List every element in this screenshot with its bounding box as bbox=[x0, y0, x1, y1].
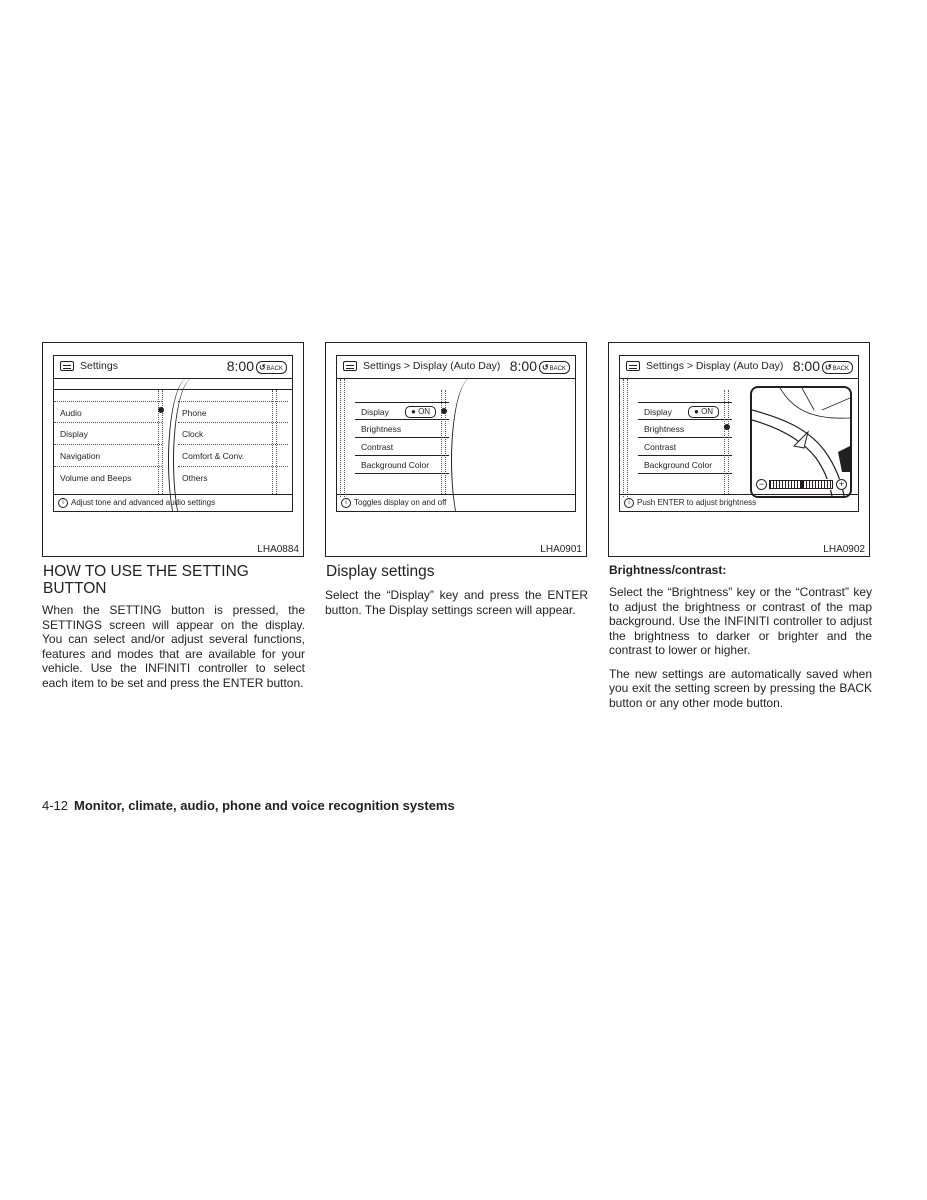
map-preview bbox=[750, 386, 852, 498]
minus-icon[interactable]: − bbox=[756, 479, 767, 490]
list-scrollbar[interactable] bbox=[441, 390, 446, 494]
menu-item-navigation[interactable]: Navigation bbox=[54, 445, 162, 467]
display-on-toggle[interactable]: ● ON bbox=[688, 406, 719, 418]
figure-panel-display-settings bbox=[325, 342, 587, 557]
scroll-indicator-dot bbox=[158, 407, 164, 413]
list-scrollbar[interactable] bbox=[724, 390, 729, 494]
settings-menu-icon bbox=[343, 361, 357, 371]
back-button[interactable]: ↺BACK bbox=[256, 361, 287, 374]
menu-item-phone[interactable]: Phone bbox=[178, 401, 288, 423]
menu-item-display[interactable]: Display bbox=[54, 423, 162, 445]
chapter-title: Monitor, climate, audio, phone and voice recognition systems bbox=[74, 798, 455, 813]
left-scrollbar[interactable] bbox=[158, 390, 163, 494]
display-on-toggle[interactable]: ● ON bbox=[405, 406, 436, 418]
back-arrow-icon: ↺ bbox=[258, 363, 266, 372]
back-button[interactable]: ↺BACK bbox=[822, 361, 853, 374]
screen-header bbox=[54, 356, 292, 379]
clock-time: 8:00 bbox=[792, 358, 820, 374]
left-scrollbar[interactable] bbox=[340, 379, 345, 497]
left-scrollbar[interactable] bbox=[623, 379, 628, 497]
back-arrow-icon: ↺ bbox=[824, 363, 832, 372]
header-spacer bbox=[54, 379, 292, 390]
section-heading-display-settings: Display settings bbox=[326, 563, 435, 580]
menu-item-background-color[interactable]: Background Color bbox=[355, 456, 449, 474]
scroll-indicator-dot bbox=[724, 424, 730, 430]
screen-title: Settings > Display (Auto Day) bbox=[363, 360, 501, 372]
figure-code: LHA0901 bbox=[540, 544, 582, 555]
menu-item-background-color[interactable]: Background Color bbox=[638, 456, 732, 474]
display-settings-screen bbox=[336, 355, 576, 512]
clock-time: 8:00 bbox=[509, 358, 537, 374]
section-heading-brightness-contrast: Brightness/contrast: bbox=[609, 563, 727, 577]
screen-header bbox=[620, 356, 858, 379]
brightness-screen bbox=[619, 355, 859, 512]
back-button[interactable]: ↺BACK bbox=[539, 361, 570, 374]
section-body-display-settings: Select the “Display” key and press the ENTER button. The Display settings screen will appear. bbox=[325, 588, 588, 617]
figure-panel-settings bbox=[42, 342, 304, 557]
slider-track[interactable] bbox=[769, 480, 833, 489]
info-icon: i bbox=[58, 498, 68, 508]
figure-code: LHA0884 bbox=[257, 544, 299, 555]
right-scrollbar[interactable] bbox=[272, 390, 277, 494]
settings-menu-icon bbox=[626, 361, 640, 371]
scroll-indicator-dot bbox=[441, 408, 447, 414]
slider-thumb[interactable] bbox=[800, 480, 803, 489]
help-bar: i Adjust tone and advanced audio settings bbox=[54, 494, 292, 511]
screen-header bbox=[337, 356, 575, 379]
screen-title: Settings bbox=[80, 360, 118, 372]
menu-item-clock[interactable]: Clock bbox=[178, 423, 288, 445]
menu-item-contrast[interactable]: Contrast bbox=[638, 438, 732, 456]
menu-item-others[interactable]: Others bbox=[182, 473, 208, 483]
plus-icon[interactable]: + bbox=[836, 479, 847, 490]
menu-item-brightness[interactable]: Brightness bbox=[355, 420, 449, 438]
section-body-setting-button: When the SETTING button is pressed, the SETTINGS screen will appear on the display. You can select and/or adjust several functions, features and modes that are available for your vehicle. Use the INFINITI controller to select each item to be set and press the ENTER button. bbox=[42, 603, 305, 690]
menu-item-volume-and-beeps[interactable]: Volume and Beeps bbox=[60, 473, 132, 483]
figure-panel-brightness bbox=[608, 342, 870, 557]
brightness-slider[interactable] bbox=[756, 479, 846, 490]
page-footer bbox=[42, 798, 455, 813]
figure-code: LHA0902 bbox=[823, 544, 865, 555]
page-number: 4-12 bbox=[42, 798, 69, 813]
section-heading-setting-button: HOW TO USE THE SETTING BUTTON bbox=[43, 563, 249, 597]
menu-item-contrast[interactable]: Contrast bbox=[355, 438, 449, 456]
settings-screen bbox=[53, 355, 293, 512]
menu-item-display[interactable]: Display bbox=[638, 402, 732, 420]
clock-time: 8:00 bbox=[226, 358, 254, 374]
help-bar: i Toggles display on and off bbox=[337, 494, 575, 511]
info-icon: i bbox=[341, 498, 351, 508]
settings-menu-icon bbox=[60, 361, 74, 371]
menu-item-display[interactable]: Display bbox=[355, 402, 449, 420]
help-bar: i Push ENTER to adjust brightness bbox=[620, 494, 858, 511]
menu-item-audio[interactable]: Audio bbox=[54, 401, 162, 423]
screen-title: Settings > Display (Auto Day) bbox=[646, 360, 784, 372]
info-icon: i bbox=[624, 498, 634, 508]
section-body-brightness-contrast: Select the “Brightness” key or the “Contrast” key to adjust the brightness or contrast of the map background. Use the INFINITI controller to adjust the brightness to darker or brighter and the contrast to lower or higher. The new settings are automatically saved when you exit the setting screen by pressing the BACK button or any other mode button. bbox=[609, 585, 872, 710]
menu-item-brightness[interactable]: Brightness bbox=[638, 420, 732, 438]
back-arrow-icon: ↺ bbox=[541, 363, 549, 372]
menu-item-comfort-conv[interactable]: Comfort & Conv. bbox=[178, 445, 288, 467]
divider-curve bbox=[451, 378, 491, 512]
